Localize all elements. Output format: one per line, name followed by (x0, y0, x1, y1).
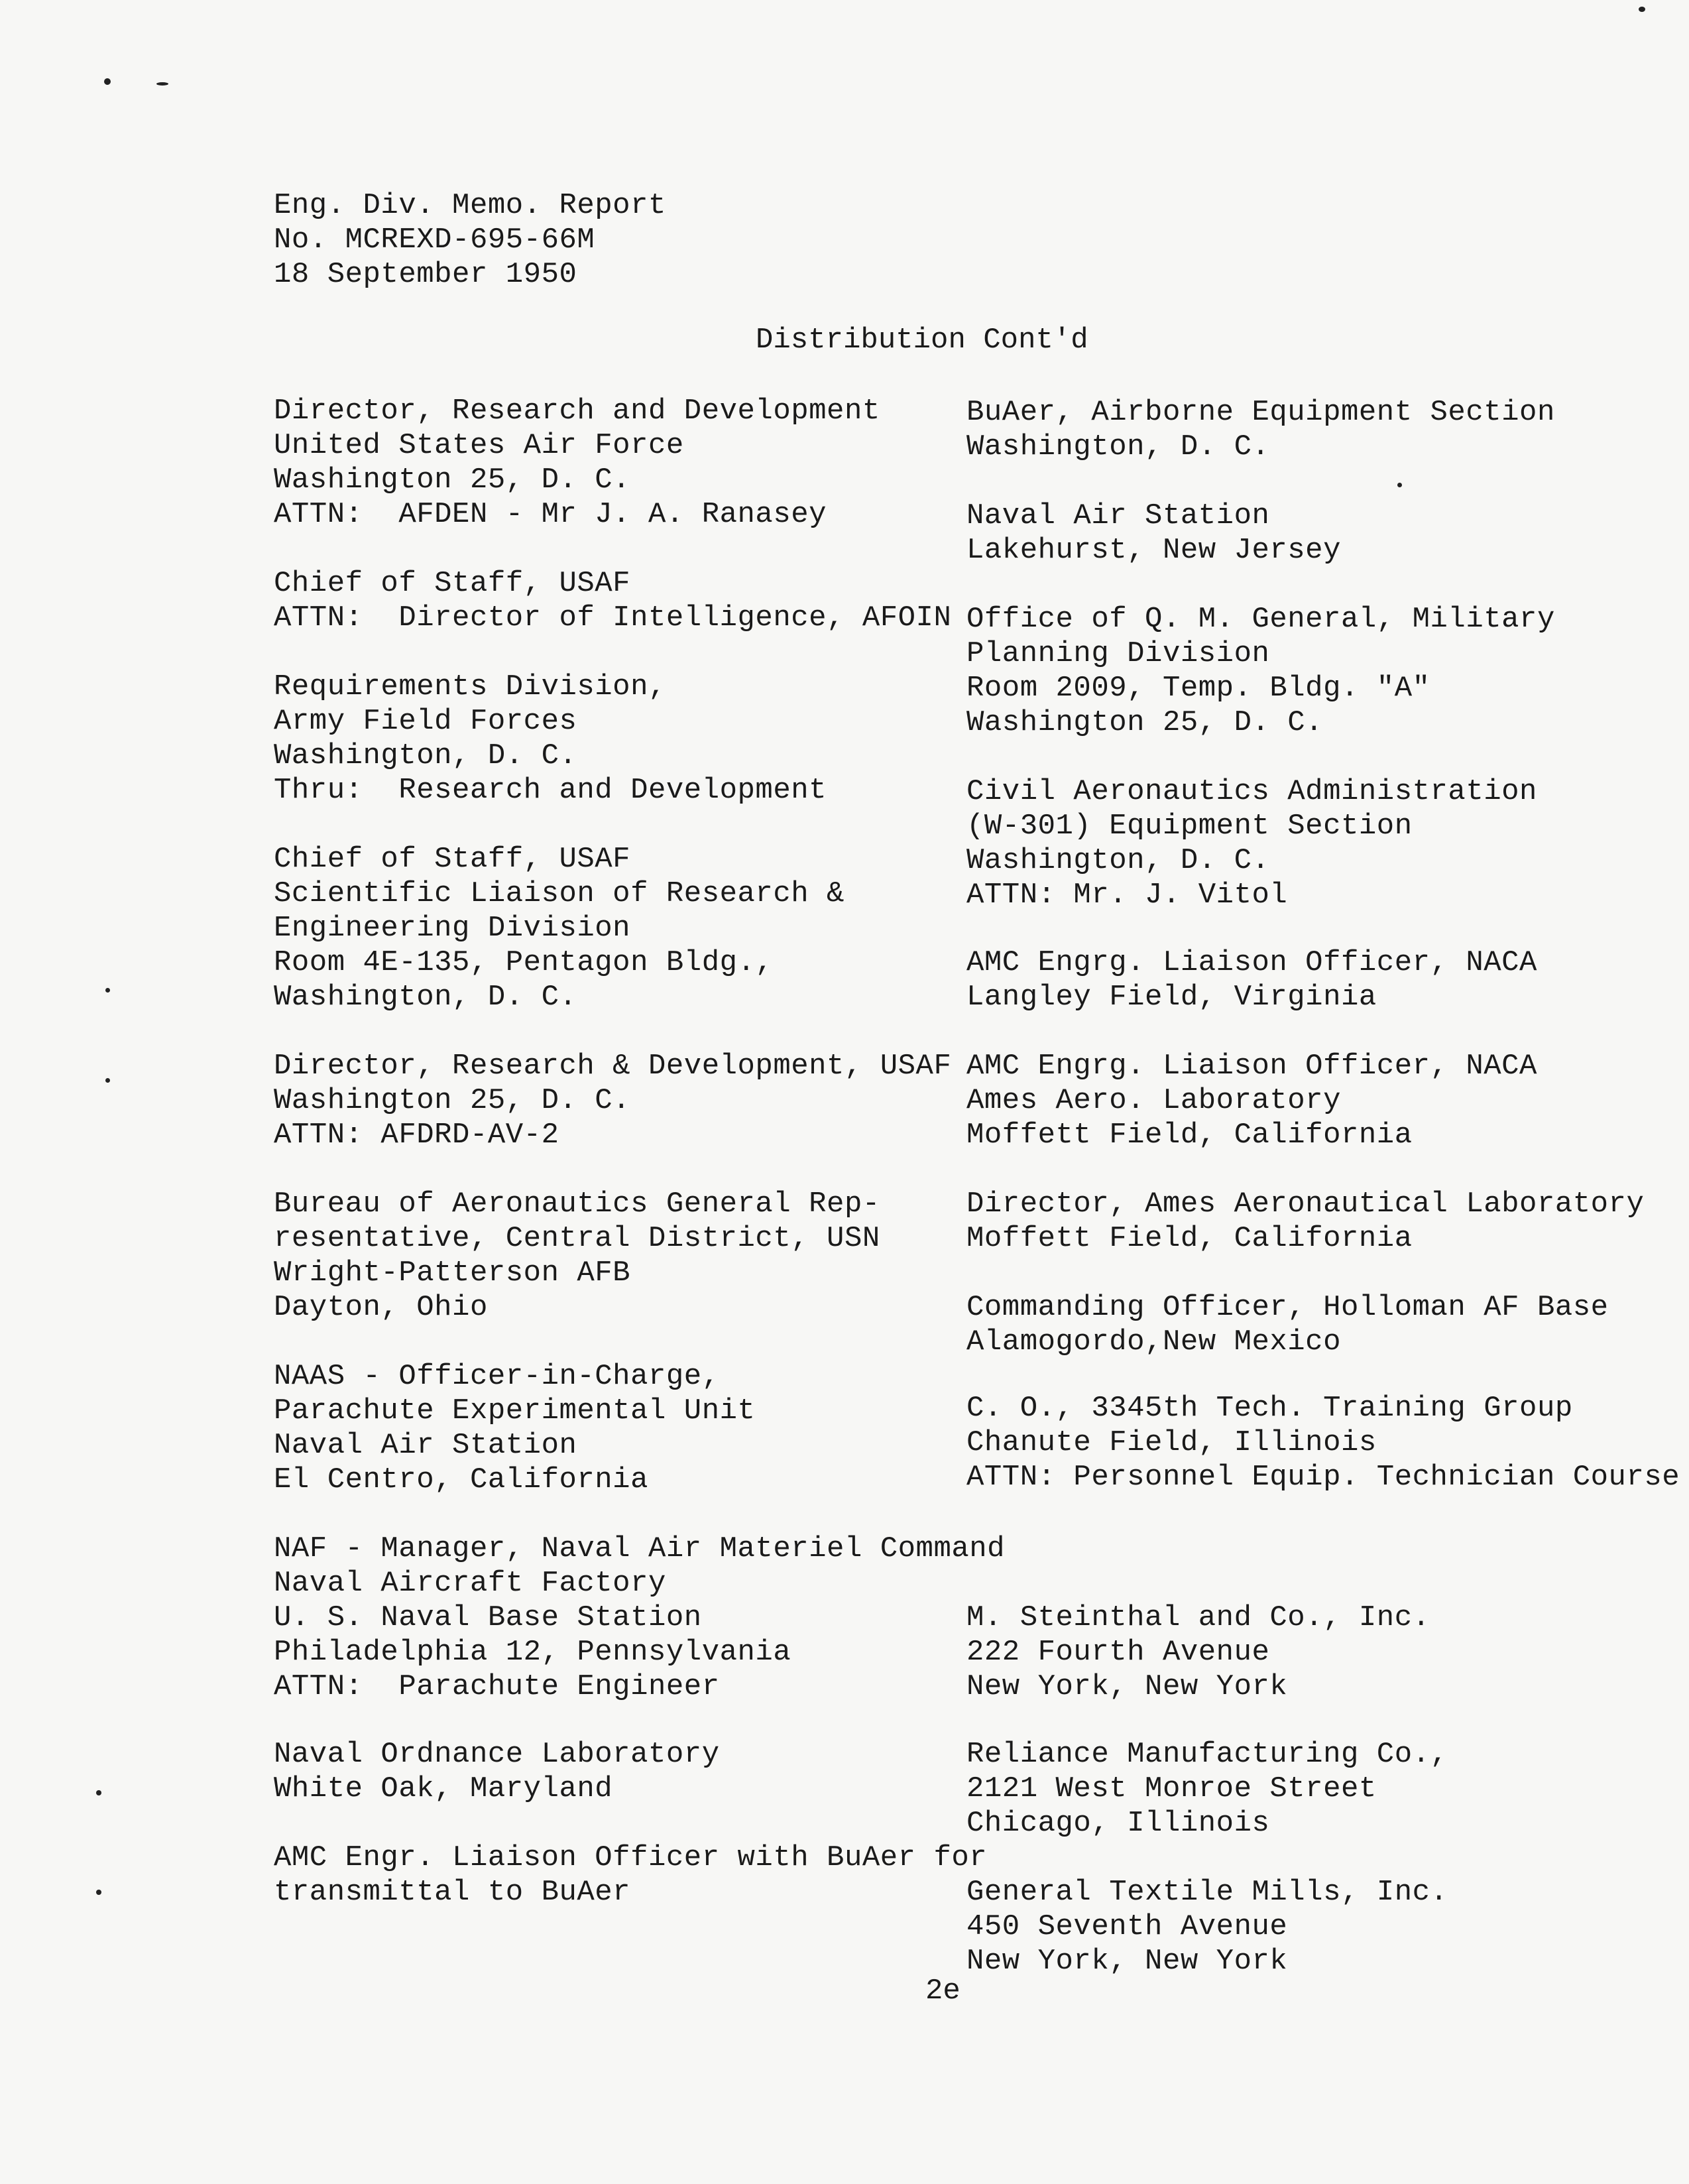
address-line: White Oak, Maryland (274, 1772, 613, 1805)
address-line: AMC Engr. Liaison Officer with BuAer for (274, 1841, 988, 1874)
address-line: Washington, D. C. (966, 430, 1270, 463)
address-line: Langley Field, Virginia (966, 981, 1377, 1014)
right-address-block (966, 774, 1537, 912)
right-address-block (966, 945, 1537, 1014)
address-line: ATTN: AFDRD-AV-2 (274, 1119, 559, 1152)
address-line: ATTN: AFDEN - Mr J. A. Ranasey (274, 498, 827, 531)
scan-speck (96, 1890, 101, 1895)
left-address-block (274, 1532, 1005, 1704)
address-line: Director, Research & Development, USAF (274, 1050, 952, 1083)
address-line: AMC Engrg. Liaison Officer, NACA (966, 1050, 1537, 1083)
left-address-block (274, 1049, 951, 1152)
address-line: Room 4E-135, Pentagon Bldg., (274, 946, 774, 979)
address-line: Engineering Division (274, 912, 631, 945)
scan-speck (156, 82, 168, 86)
left-address-block (274, 1737, 720, 1806)
scan-speck (96, 1790, 101, 1795)
address-line: ATTN: Personnel Equip. Technician Course (966, 1461, 1680, 1494)
address-line: Naval Aircraft Factory (274, 1567, 666, 1600)
right-address-block (966, 602, 1555, 740)
address-line: ATTN: Parachute Engineer (274, 1670, 720, 1703)
address-line: 222 Fourth Avenue (966, 1636, 1270, 1669)
address-line: BuAer, Airborne Equipment Section (966, 396, 1555, 429)
address-line: Alamogordo,New Mexico (966, 1325, 1341, 1359)
address-line: Civil Aeronautics Administration (966, 775, 1537, 808)
report-type: Eng. Div. Memo. Report (274, 189, 666, 222)
address-line: ATTN: Director of Intelligence, AFOIN (274, 601, 952, 635)
address-line: General Textile Mills, Inc. (966, 1876, 1448, 1909)
address-line: Ames Aero. Laboratory (966, 1084, 1341, 1117)
address-line: Philadelphia 12, Pennsylvania (274, 1636, 791, 1669)
left-address-block (274, 670, 827, 808)
scan-speck (105, 1078, 110, 1083)
address-line: Scientific Liaison of Research & (274, 877, 844, 910)
address-line: NAAS - Officer-in-Charge, (274, 1360, 720, 1393)
address-line: transmittal to BuAer (274, 1876, 631, 1909)
page-number: 2e (925, 1974, 961, 2008)
address-line: Washington, D. C. (274, 739, 577, 772)
address-line: Planning Division (966, 637, 1270, 670)
address-line: Washington, D. C. (274, 981, 577, 1014)
report-date: 18 September 1950 (274, 258, 577, 291)
address-line: New York, New York (966, 1945, 1288, 1978)
left-address-block (274, 842, 844, 1014)
right-address-block (966, 1601, 1430, 1704)
address-line: 2121 West Monroe Street (966, 1772, 1377, 1805)
address-line: El Centro, California (274, 1463, 648, 1496)
right-address-block (966, 1391, 1680, 1494)
address-line: NAF - Manager, Naval Air Materiel Command (274, 1532, 1006, 1565)
address-line: Director, Research and Development (274, 394, 880, 428)
address-line: Room 2009, Temp. Bldg. "A" (966, 672, 1430, 705)
address-line: United States Air Force (274, 429, 684, 462)
address-line: (W-301) Equipment Section (966, 810, 1413, 843)
right-address-block (966, 1049, 1537, 1152)
address-line: Naval Air Station (274, 1429, 577, 1462)
address-line: Naval Ordnance Laboratory (274, 1738, 720, 1771)
address-line: Washington 25, D. C. (274, 1084, 631, 1117)
address-line: Thru: Research and Development (274, 774, 827, 807)
address-line: Chicago, Illinois (966, 1807, 1270, 1840)
address-line: Chanute Field, Illinois (966, 1426, 1377, 1459)
address-line: AMC Engrg. Liaison Officer, NACA (966, 946, 1537, 979)
address-line: Naval Air Station (966, 499, 1270, 532)
address-line: Chief of Staff, USAF (274, 843, 631, 876)
address-line: Reliance Manufacturing Co., (966, 1738, 1448, 1771)
address-line: Dayton, Ohio (274, 1291, 488, 1324)
left-address-block (274, 1841, 987, 1910)
left-address-block (274, 1187, 880, 1325)
address-line: 450 Seventh Avenue (966, 1910, 1288, 1943)
address-line: Bureau of Aeronautics General Rep- (274, 1187, 880, 1221)
address-line: Moffett Field, California (966, 1222, 1413, 1255)
address-line: Parachute Experimental Unit (274, 1394, 756, 1427)
scan-speck (104, 78, 111, 85)
right-address-block (966, 1737, 1448, 1841)
address-line: resentative, Central District, USN (274, 1222, 880, 1255)
address-line: Washington 25, D. C. (966, 706, 1324, 739)
scan-speck (105, 988, 110, 993)
address-line: Washington, D. C. (966, 844, 1270, 877)
address-line: Moffett Field, California (966, 1119, 1413, 1152)
right-address-block (966, 395, 1555, 464)
address-line: Requirements Division, (274, 670, 666, 703)
address-line: Army Field Forces (274, 705, 577, 738)
left-address-block (274, 394, 880, 532)
address-line: M. Steinthal and Co., Inc. (966, 1601, 1430, 1634)
address-line: Washington 25, D. C. (274, 463, 631, 497)
address-line: Chief of Staff, USAF (274, 567, 631, 600)
right-address-block (966, 1875, 1448, 1978)
address-line: Office of Q. M. General, Military (966, 603, 1555, 636)
scan-speck (1397, 483, 1402, 487)
address-line: Wright-Patterson AFB (274, 1256, 631, 1290)
address-line: U. S. Naval Base Station (274, 1601, 702, 1634)
address-line: ATTN: Mr. J. Vitol (966, 879, 1288, 912)
address-line: Lakehurst, New Jersey (966, 534, 1341, 567)
distribution-title: Distribution Cont'd (756, 324, 1088, 357)
address-line: New York, New York (966, 1670, 1288, 1703)
right-address-block (966, 499, 1341, 568)
address-line: Director, Ames Aeronautical Laboratory (966, 1187, 1645, 1221)
right-address-block (966, 1187, 1644, 1256)
report-number: No. MCREXD-695-66M (274, 223, 595, 257)
left-address-block (274, 566, 951, 635)
right-address-block (966, 1290, 1609, 1359)
scan-speck (1639, 7, 1645, 12)
left-address-block (274, 1359, 755, 1497)
address-line: C. O., 3345th Tech. Training Group (966, 1392, 1573, 1425)
address-line: Commanding Officer, Holloman AF Base (966, 1291, 1609, 1324)
